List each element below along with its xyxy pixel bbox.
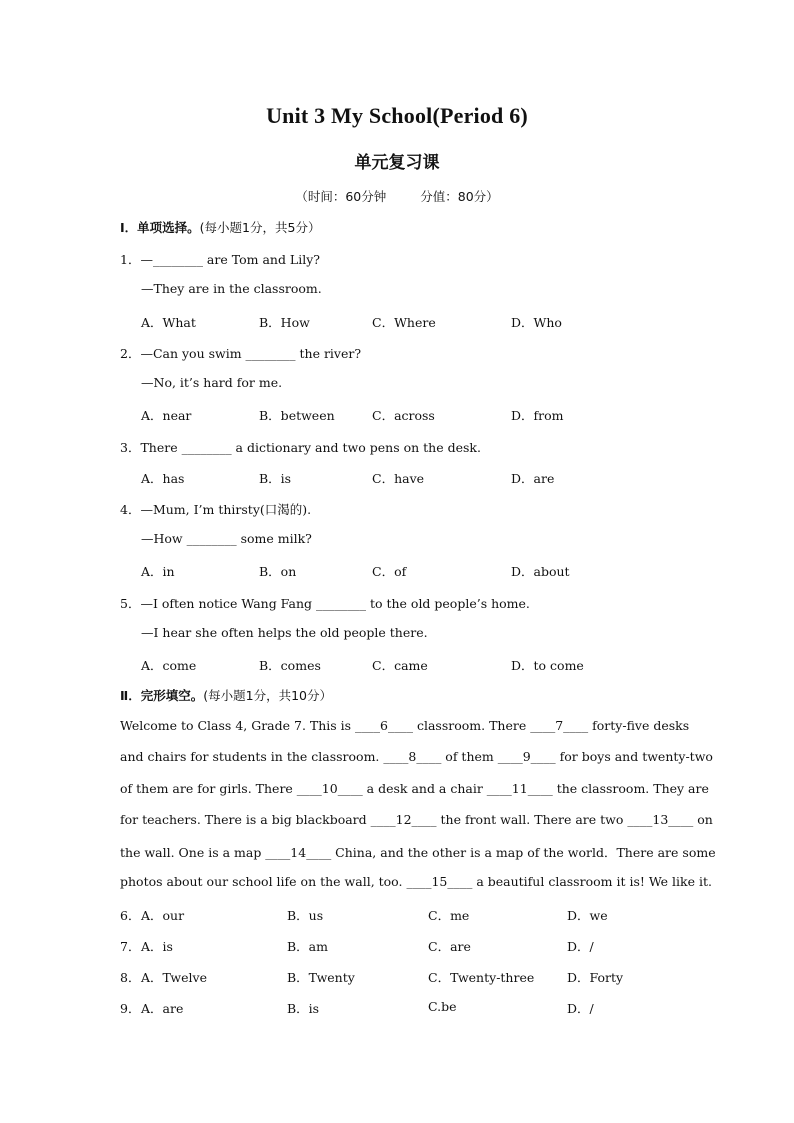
question-5-stem: 5．—I often notice Wang Fang ________ to the old people’s home.	[120, 596, 530, 611]
page-title: Unit 3 My School(Period 6)	[266, 103, 528, 128]
question-1-answer-line: —They are in the classroom.	[141, 281, 322, 296]
question-5-answer-line: —I hear she often helps the old people there.	[141, 625, 428, 640]
section-2-heading: Ⅱ．完形填空。(每小题1分，共10分）	[120, 688, 332, 703]
exam-meta	[0, 187, 794, 205]
question-3-stem: 3．There ________ a dictionary and two pens on the desk.	[120, 440, 481, 455]
question-4-option-b[interactable]: B．on	[259, 564, 297, 579]
choice-7-num: 7．	[120, 939, 141, 954]
question-3-option-d[interactable]: D．are	[511, 471, 555, 486]
choice-7-option-d[interactable]: D．/	[567, 939, 594, 954]
choice-6-option-d[interactable]: D．we	[567, 908, 608, 923]
question-3-option-a[interactable]: A．has	[141, 471, 185, 486]
question-4-option-c[interactable]: C．of	[372, 564, 407, 579]
question-5-option-b[interactable]: B．comes	[259, 658, 321, 673]
question-2-option-a[interactable]: A．near	[141, 408, 192, 423]
passage-line-1: Welcome to Class 4, Grade 7. This is ____6____ classroom. There ____7____ forty-five desks	[120, 718, 690, 733]
question-3-option-b[interactable]: B．is	[259, 471, 292, 486]
page-subtitle: 单元复习课	[354, 153, 440, 173]
choice-7-option-c[interactable]: C．are	[428, 939, 471, 954]
choice-8-option-a[interactable]: A．Twelve	[141, 970, 207, 985]
passage-line-3: of them are for girls. There ____10____ a desk and a chair ____11____ the classroom. They are	[120, 781, 709, 796]
time-limit: （时间：60分钟	[295, 189, 387, 204]
question-1-stem: 1．—________ are Tom and Lily?	[120, 252, 320, 267]
choice-6-option-b[interactable]: B．us	[287, 908, 324, 923]
choice-7-option-a[interactable]: A．is	[141, 939, 173, 954]
question-2-option-c[interactable]: C．across	[372, 408, 435, 423]
choice-6-option-a[interactable]: A．our	[141, 908, 185, 923]
question-3-option-c[interactable]: C．have	[372, 471, 425, 486]
choice-8-option-b[interactable]: B．Twenty	[287, 970, 355, 985]
total-score: 分值：80分）	[420, 189, 499, 204]
choice-7-option-b[interactable]: B．am	[287, 939, 328, 954]
section-1-heading: Ⅰ．单项选择。(每小题1分，共5分）	[120, 220, 321, 235]
choice-9-option-a[interactable]: A．are	[141, 1001, 184, 1016]
question-4-option-d[interactable]: D．about	[511, 564, 570, 579]
question-5-option-c[interactable]: C．came	[372, 658, 428, 673]
passage-line-2: and chairs for students in the classroom. ____8____ of them ____9____ for boys and twenty-two	[120, 749, 713, 764]
choice-8-num: 8．	[120, 970, 141, 985]
question-1-option-b[interactable]: B．How	[259, 315, 310, 330]
question-4-option-a[interactable]: A．in	[141, 564, 175, 579]
choice-9-option-c[interactable]: C.be	[428, 999, 457, 1014]
passage-line-6: photos about our school life on the wall, too. ____15____ a beautiful classroom it is! We like it.	[120, 874, 712, 889]
question-2-option-b[interactable]: B．between	[259, 408, 335, 423]
question-2-option-d[interactable]: D．from	[511, 408, 564, 423]
question-1-option-c[interactable]: C．Where	[372, 315, 436, 330]
choice-8-option-d[interactable]: D．Forty	[567, 970, 624, 985]
question-1-option-d[interactable]: D．Who	[511, 315, 562, 330]
choice-9-option-d[interactable]: D．/	[567, 1001, 594, 1016]
question-5-option-d[interactable]: D．to come	[511, 658, 584, 673]
question-2-stem: 2．—Can you swim ________ the river?	[120, 346, 362, 361]
question-1-option-a[interactable]: A．What	[141, 315, 196, 330]
question-2-answer-line: —No, it’s hard for me.	[141, 375, 283, 390]
choice-6-option-c[interactable]: C．me	[428, 908, 470, 923]
passage-line-5: the wall. One is a map ____14____ China, and the other is a map of the world．There are some	[120, 845, 716, 860]
choice-9-option-b[interactable]: B．is	[287, 1001, 320, 1016]
choice-8-option-c[interactable]: C．Twenty-three	[428, 970, 535, 985]
choice-9-num: 9．	[120, 1001, 141, 1016]
question-4-answer-line: —How ________ some milk?	[141, 531, 312, 546]
passage-line-4: for teachers. There is a big blackboard ____12____ the front wall. There are two ____13____ on	[120, 812, 713, 827]
question-4-stem: 4．—Mum, I’m thirsty(口渴的).	[120, 502, 312, 517]
choice-6-num: 6．	[120, 908, 141, 923]
question-5-option-a[interactable]: A．come	[141, 658, 197, 673]
